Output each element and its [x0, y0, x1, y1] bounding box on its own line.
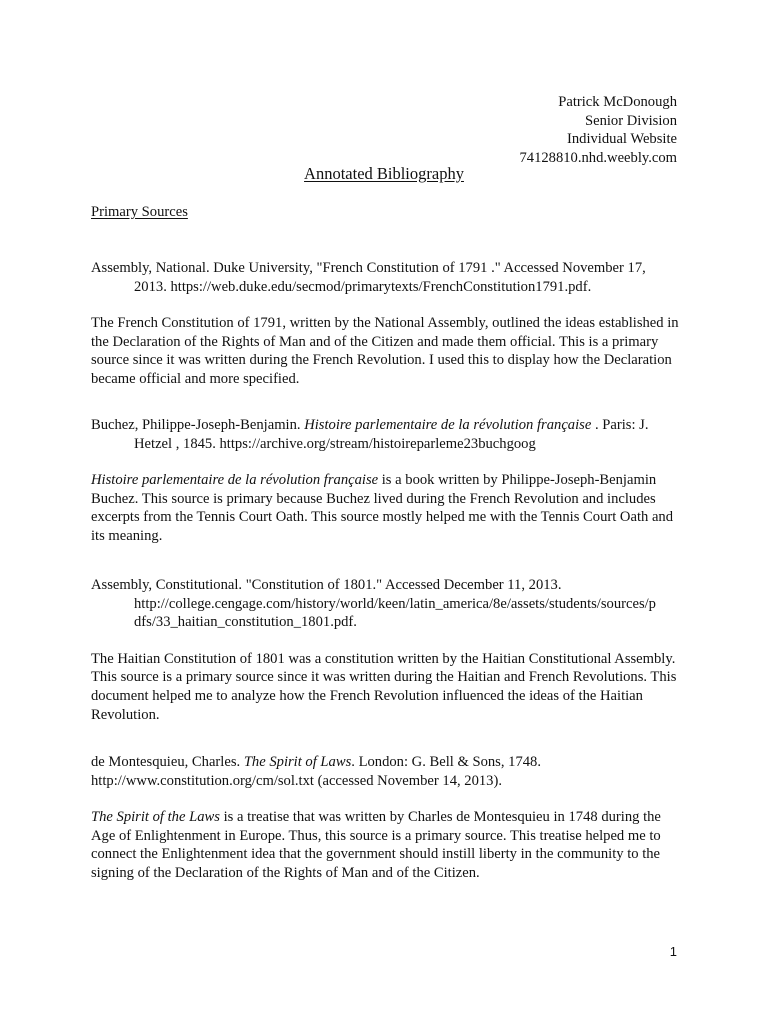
- author-header: [519, 93, 677, 167]
- annotation-title: The Spirit of the Laws: [91, 809, 220, 826]
- citation-url-line1: http://college.cengage.com/history/world/keen/latin_america/8e/assets/students/sources/p: [134, 595, 656, 612]
- annotation-text: is a treatise that was written by Charles de Montesquieu in 1748 during the Age of Enlightenment in Europe. Thus, this source is a primary source. This treatise helped me to connect the Enlightenment idea that the government should instill liberty in the community to the signing of the Declaration of the Rights of Man and of the Citizen.: [91, 809, 661, 881]
- citation-text: Assembly, Constitutional. "Constitution of 1801." Accessed December 11, 2013.: [91, 577, 562, 593]
- annotation: [91, 471, 681, 545]
- annotation-text: is a book written by Philippe-Joseph-Benjamin Buchez. This source is primary because Buchez lived during the French Revolution and includes excerpts from the Tennis Court Oath. This source mostly helped me with the Tennis Court Oath and its meaning.: [91, 472, 674, 544]
- bibliography-entry: [91, 576, 681, 724]
- citation-url-line2: dfs/33_haitian_constitution_1801.pdf.: [134, 614, 357, 631]
- bibliography-entry: [91, 259, 681, 389]
- annotation: [91, 650, 681, 724]
- annotation-text: The French Constitution of 1791, written by the National Assembly, outlined the ideas established in the Declaration of the Rights of Man and of the Citizen and made them official. This is a primary source since it was written during the French Revolution. I used this to display how the Declaration became official and more specified.: [91, 315, 679, 387]
- page-title: Annotated Bibliography: [304, 164, 464, 183]
- citation-author: de Montesquieu, Charles.: [91, 754, 244, 770]
- citation-title: The Spirit of Laws: [243, 754, 352, 770]
- bibliography-entry: [91, 753, 681, 883]
- citation: [91, 416, 681, 453]
- citation: [91, 576, 681, 595]
- annotation-title: Histoire parlementaire de la révolution française: [91, 472, 379, 489]
- citation-url: [91, 595, 681, 632]
- page-number: 1: [669, 944, 677, 959]
- annotation: [91, 808, 681, 882]
- author-name: Patrick McDonough: [558, 94, 677, 110]
- citation-details: . Paris: J. Hetzel , 1845. https://archive.org/stream/histoireparleme23buchgoog: [134, 417, 649, 452]
- category-label: Individual Website: [566, 131, 677, 148]
- annotation-text: The Haitian Constitution of 1801 was a constitution written by the Haitian Constitutional Assembly. This source is a primary source since it was written during the Haitian and French Revolutions. This document helped me to analyze how the French Revolution influenced the ideas of the Haitian Revolution.: [91, 650, 677, 723]
- citation-author: Buchez, Philippe-Joseph-Benjamin.: [91, 417, 305, 433]
- citation-details: . London: G. Bell & Sons, 1748.: [351, 754, 541, 770]
- bibliography-entry: [91, 416, 681, 546]
- division-label: Senior Division: [584, 112, 677, 129]
- annotation: [91, 314, 681, 388]
- citation-title: Histoire parlementaire de la révolution française: [304, 417, 592, 433]
- citation: [91, 259, 681, 296]
- website-address: 74128810.nhd.weebly.com: [519, 149, 677, 166]
- page-title-wrap: [0, 164, 768, 184]
- section-heading: Primary Sources: [91, 204, 188, 220]
- citation: [91, 753, 681, 790]
- citation-text: Assembly, National. Duke University, "French Constitution of 1791 ." Accessed November 17, 2013. https://web.duke.edu/secmod/primarytexts/FrenchConstitution1791.pdf.: [91, 260, 646, 295]
- citation-url: http://www.constitution.org/cm/sol.txt (accessed November 14, 2013).: [91, 772, 502, 789]
